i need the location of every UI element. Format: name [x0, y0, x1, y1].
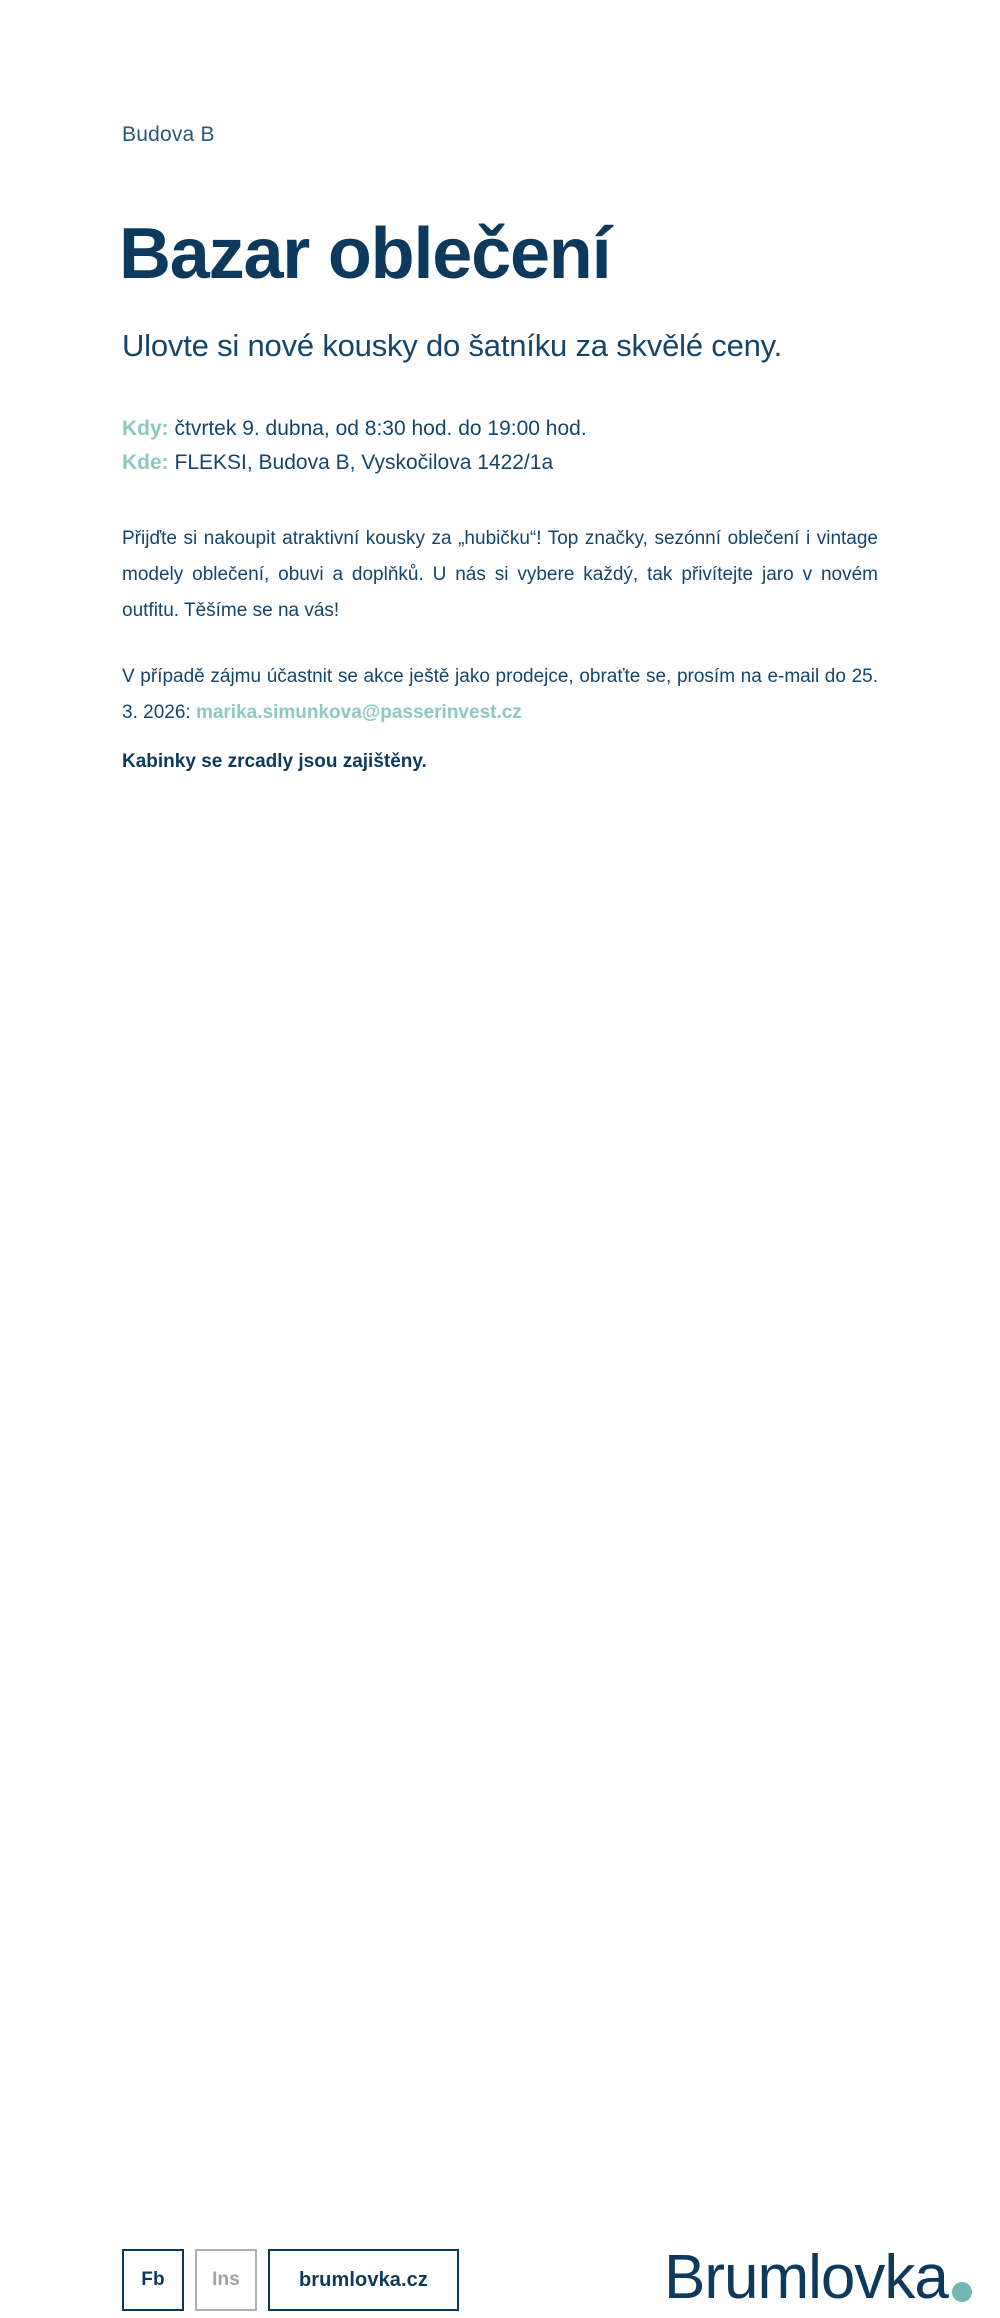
body-copy	[122, 521, 878, 731]
contact-email-link[interactable]: marika.simunkova@passerinvest.cz	[195, 702, 522, 723]
instagram-button[interactable]: Ins	[195, 2249, 257, 2311]
fitting-rooms-note: Kabinky se zrcadly jsou zajištěny.	[122, 751, 427, 772]
website-button[interactable]: brumlovka.cz	[268, 2249, 459, 2311]
page-title: Bazar oblečení	[119, 214, 611, 294]
brumlovka-wordmark-icon	[640, 2242, 1000, 2318]
brumlovka-wordmark-text: Brumlovka	[664, 2243, 948, 2312]
poster-footer	[0, 1118, 1000, 2312]
contact-text: V případě zájmu účastnit se akce ještě jako prodejce, obraťte se, prosím na e-mail do 25. 3. 2026:	[122, 666, 878, 723]
event-detail-when	[122, 412, 878, 446]
where-value: FLEKSI, Budova B, Vyskočilova 1422/1a	[174, 451, 554, 474]
event-detail-where	[122, 446, 878, 480]
body-paragraph-intro: Přijďte si nakoupit atraktivní kousky za „hubičku“! Top značky, sezónní oblečení i vintage modely oblečení, obuvi a doplňků. U nás si vybere každý, tak přivítejte jaro v novém outfitu. Těšíme se na vás!	[122, 528, 878, 621]
brumlovka-dot-icon	[952, 2282, 972, 2302]
when-value: čtvrtek 9. dubna, od 8:30 hod. do 19:00 hod.	[174, 417, 587, 440]
building-label: Budova B	[122, 123, 215, 146]
footer-button-group	[122, 2249, 459, 2311]
body-paragraph-contact	[122, 659, 878, 731]
where-label: Kde:	[122, 451, 169, 474]
event-details	[122, 412, 878, 480]
when-label: Kdy:	[122, 417, 169, 440]
facebook-button[interactable]: Fb	[122, 2249, 184, 2311]
page-subtitle: Ulovte si nové kousky do šatníku za skvělé ceny.	[122, 328, 783, 363]
brumlovka-logo	[640, 2242, 1000, 2318]
